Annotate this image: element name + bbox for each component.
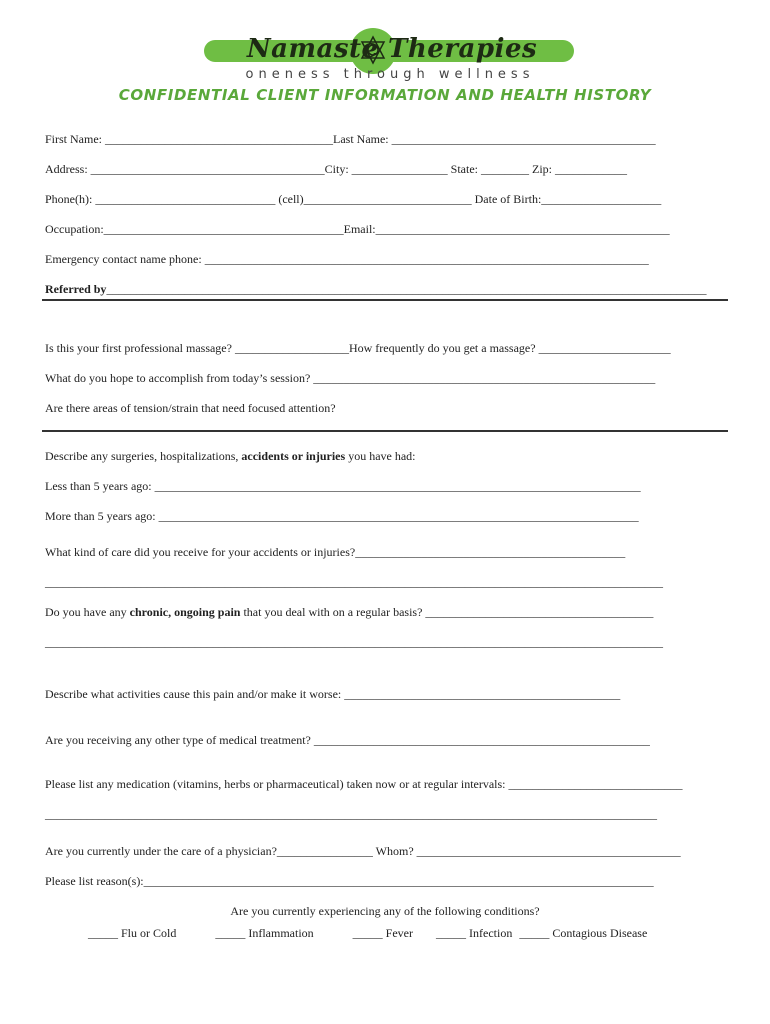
condition-infection[interactable]: _____ Infection: [436, 926, 513, 940]
logo-tagline: oneness through wellness: [245, 67, 535, 82]
section-divider: [42, 299, 728, 301]
chronic-pain-question[interactable]: [45, 604, 653, 620]
chronic-text: Do you have any: [45, 605, 130, 619]
logo-text: Namaste Therapies: [246, 34, 538, 64]
medication-blank[interactable]: ______________________________________________________________________________________________________: [45, 807, 657, 821]
surgeries-emphasis: accidents or injuries: [241, 449, 346, 463]
referred-by-blank[interactable]: ____________________________________________________________________________________________________: [106, 282, 707, 296]
phone-field[interactable]: Phone(h): ______________________________ (cell)____________________________ Date of Birth:____________________: [45, 192, 662, 206]
conditions-question: Are you currently experiencing any of the following conditions?: [230, 904, 540, 918]
referred-by-label: Referred by: [45, 282, 107, 296]
tension-areas-question: Are there areas of tension/strain that need focused attention?: [45, 401, 336, 415]
section-divider: [42, 430, 728, 432]
session-goal-question[interactable]: What do you hope to accomplish from today’s session? _________________________________________________________: [45, 371, 656, 385]
address-field[interactable]: Address: _______________________________________City: ________________ State: ________ Zip: ____________: [45, 162, 627, 176]
condition-fever[interactable]: _____ Fever: [352, 926, 413, 940]
name-field[interactable]: First Name: ______________________________________Last Name: ____________________________________________: [45, 132, 656, 146]
pain-activities-field[interactable]: Describe what activities cause this pain and/or make it worse: ______________________________________________: [45, 687, 621, 701]
care-received-blank[interactable]: _______________________________________________________________________________________________________: [45, 575, 663, 589]
more-than-5-years-field[interactable]: More than 5 years ago: ________________________________________________________________________________: [45, 509, 639, 523]
form-title: CONFIDENTIAL CLIENT INFORMATION AND HEALTH HISTORY: [118, 86, 652, 104]
care-received-field[interactable]: What kind of care did you receive for your accidents or injuries?_____________________________________________: [45, 545, 626, 559]
chronic-pain-blank[interactable]: _______________________________________________________________________________________________________: [45, 635, 663, 649]
first-massage-question[interactable]: Is this your first professional massage? ___________________How frequently do you get a massage? ______________________: [45, 341, 671, 355]
referred-by-field[interactable]: [45, 281, 706, 297]
surgeries-text-end: you have had:: [345, 449, 416, 463]
occupation-email-field[interactable]: Occupation:________________________________________Email:_________________________________________________: [45, 222, 670, 236]
condition-inflammation[interactable]: _____ Inflammation: [215, 926, 314, 940]
condition-flu-or-cold[interactable]: _____ Flu or Cold: [88, 926, 177, 940]
chronic-text-end[interactable]: that you deal with on a regular basis? ______________________________________: [240, 605, 654, 619]
conditions-checklist: [88, 926, 647, 941]
physician-field[interactable]: Are you currently under the care of a physician?________________ Whom? ____________________________________________: [45, 844, 681, 858]
medical-treatment-field[interactable]: Are you receiving any other type of medical treatment? ________________________________________________________: [45, 733, 650, 747]
surgeries-question: [45, 448, 416, 464]
chronic-emphasis: chronic, ongoing pain: [129, 605, 241, 619]
less-than-5-years-field[interactable]: Less than 5 years ago: _________________________________________________________________________________: [45, 479, 641, 493]
condition-contagious-disease[interactable]: _____ Contagious Disease: [519, 926, 648, 940]
medication-field[interactable]: Please list any medication (vitamins, herbs or pharmaceutical) taken now or at regular intervals: _____________________________: [45, 777, 683, 791]
emergency-contact-field[interactable]: Emergency contact name phone: __________________________________________________________________________: [45, 252, 649, 266]
reasons-field[interactable]: Please list reason(s):_____________________________________________________________________________________: [45, 874, 654, 888]
surgeries-text: Describe any surgeries, hospitalizations,: [45, 449, 242, 463]
